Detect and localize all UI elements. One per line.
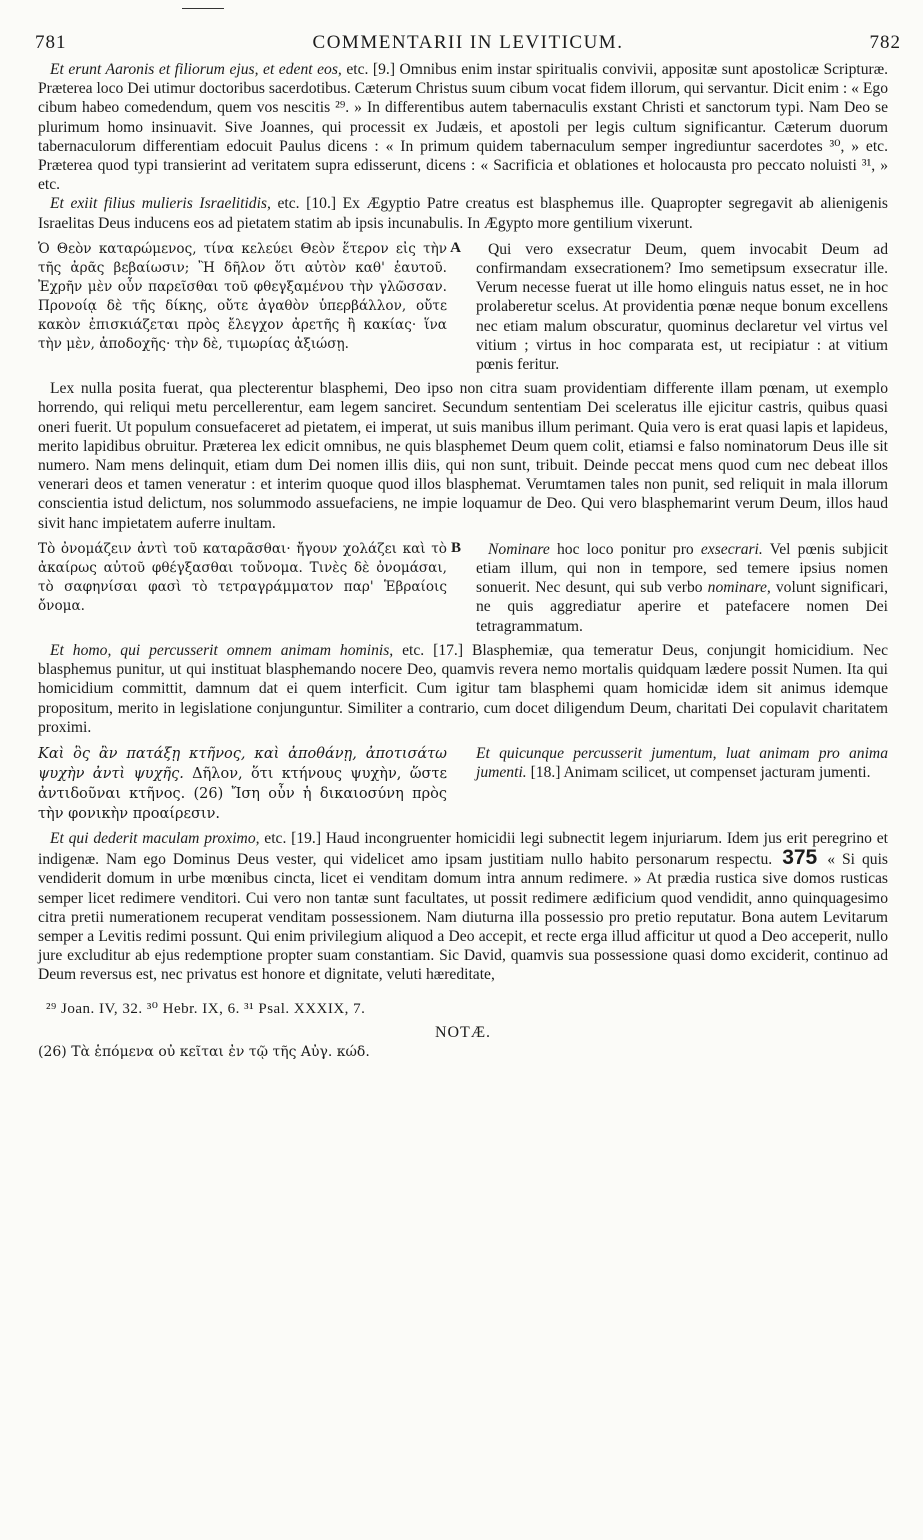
latin-text-b	[476, 540, 888, 636]
paragraph-5-text-b: « Si quis vendiderit domum in urbe mœnibus cincta, licet ei venditam domum intra annum redimere. » At prædia rustica sive domos rusticas semper licet redimere venditori. Cui vero non tantæ sunt facultates, ut possit redimere ædificium quod vendidit, anno quinquagesimo citra pretii numerationem recuperat venditam possessionem. Nam diuturna illa possessio pro pretio reputatur. Bona autem Levitarum semper a Levitis redimi possunt. Qui enim privilegium aliquod a Deo accepit, et recte erga illud afficitur ut quod a Deo acceperit, nullo jure excluditur ab ejus redemptione propter suam constantiam. Sic David, quamvis sua possessione quasi domo exciderit, continuo ad Deum reversus est, nec privatus est honore et dignitate, veluti hæreditate,	[38, 851, 888, 984]
latin-c-rest: [18.] Animam scilicet, ut compenset jacturam jumenti.	[526, 764, 871, 782]
greek-c-rest: Δῆλον, ὅτι κτήνους ψυχὴν, ὥστε ἀντιδοῦναι κτῆνος. (26) Ἴση οὖν ἡ δικαιοσύνη πρὸς τὴν φονικὴν προαίρεσιν.	[38, 765, 447, 822]
greek-column-b	[38, 540, 463, 636]
parallel-block-a	[38, 240, 888, 374]
page-header	[35, 32, 901, 58]
right-page-number: 782	[869, 32, 901, 53]
greek-text-a: Ὁ Θεὸν καταρώμενος, τίνα κελεύει Θεὸν ἕτερον εἰς τὴν τῆς ἀρᾶς βεβαίωσιν; Ἢ δῆλον ὅτι αὐτὸν καθ' ἑαυτοῦ. Ἐχρῆν μὲν οὖν παρεῖσθαι τοῦ φθεγξαμένου τὴν γλῶσσαν. Προνοίᾳ δὲ τῆς δίκης, οὔτε ἀγαθὸν ὑπερβάλλον, οὔτε κακὸν ἐπισκιάζεται πρὸς ἔλεγχον ἀρετῆς ἢ κακίας· ἵνα τὴν μὲν, ἀποδοχῆς· τὴν δὲ, τιμωρίας ἀξιώσῃ.	[38, 240, 447, 352]
greek-text-c	[38, 744, 447, 824]
latin-b-text-2: Vel pœnis subjicit etiam illum, qui non in tempore, sed temere ipsius nomen sonuerit. Nec desunt, qui sub verbo	[476, 540, 888, 597]
latin-c-italic: Et quicunque percusserit jumentum, luat animam pro anima jumenti.	[476, 744, 888, 782]
lemma-2: Et exiit filius mulieris Israelitidis,	[50, 195, 271, 213]
paragraph-4	[38, 641, 888, 737]
paragraph-1	[38, 60, 888, 194]
lemma-1: Et erunt Aaronis et filiorum ejus, et edent eos,	[50, 61, 342, 78]
top-rule	[182, 8, 224, 9]
lemma-4: Et homo, qui percusserit omnem animam hominis,	[50, 641, 394, 659]
paragraph-5	[38, 829, 888, 985]
latin-b-italic-1: Nominare	[488, 540, 550, 558]
left-page-number: 781	[35, 32, 67, 53]
notae-heading: NOTÆ.	[434, 1023, 492, 1041]
marker-a: A	[450, 239, 461, 256]
paragraph-4-text: etc. [17.] Blasphemiæ, qua temeratur Deus, conjungit homicidium. Nec blasphemus punitur, ut qui instituat blasphemando nocere Deo, quamvis revera nemo mortalis quidquam lædere possit Numen. Ita qui homicidium committit, damnum dat ei quem interficit. Cum igitur tam blasphemi quam homicidæ idem sit animus idemque propositum, merito in legislatione conjunguntur. Similiter a contrario, cum docet diligendum Deum, charitati Dei copulavit charitatem proximi.	[38, 641, 888, 736]
greek-column-a	[38, 240, 463, 374]
parallel-block-b	[38, 540, 888, 636]
paragraph-5-text-a: etc. [19.] Haud incongruenter homicidii legi subnectit legem injuriarum. Idem jus erit peregrino et indigenæ. Nam ego Dominus Deus vester, qui videlicet amo ipsam justitiam nullo habito personarum respectu.	[38, 829, 888, 869]
greek-column-c	[38, 744, 463, 824]
paragraph-1-text: etc. [9.] Omnibus enim instar spiritualis convivii, appositæ sunt apostolicæ Scripturæ. Præterea loco Dei utimur doctoribus sacerdotibus. Cæterum Christus suum cibum vocat fidem illorum, qui servantur. Dicit enim : « Ego cibum habeo comedendum, quem vos nescitis ²⁹. » In differentibus autem tabernaculis exstant Christi et sanctorum typi. Nam Deo se plurimum homo insinuavit. Sive Joannes, qui processit ex Judæis, et apostoli per legis cultum significantur. Cæterum duorum tabernaculorum differentiam edocuit Paulus dicens : « In primum quidem tabernaculum semper ingrediuntur sacerdotes ³⁰, » etc. Præterea quod typi transierint ad veritatem supra edisserunt, dicens : « Sacrificia et oblationes et holocausta pro peccato noluisti ³¹, » etc.	[38, 61, 889, 194]
latin-column-a	[476, 240, 888, 374]
latin-b-italic-2: exsecrari.	[700, 540, 763, 558]
note-26: (26) Τὰ ἑπόμενα οὐ κεῖται ἐν τῷ τῆς Αὐγ. κώδ.	[38, 1043, 370, 1060]
greek-text-b: Τὸ ὀνομάζειν ἀντὶ τοῦ καταρᾶσθαι· ἤγουν χολάζει καὶ τὸ ἀκαίρως αὐτοῦ φθέγξασθαι τοὔνομα. Τινὲς δὲ ὀνομάσαι, τὸ σαφηνίσαι φασὶ τὸ τετραγράμματον παρ' Ἑβραίοις ὄνομα.	[38, 540, 447, 614]
marker-b: B	[450, 539, 461, 556]
latin-text-c	[476, 744, 888, 782]
column-page-number: 375	[782, 846, 818, 870]
paragraph-2-text: etc. [10.] Ex Ægyptio Patre creatus est blasphemus ille. Quapropter segregavit ab alienigenis Israelitas Deus inducens eos ad pietatem statim ab ipsis incunabulis. In Ægypto more gentilium vixerunt.	[38, 195, 889, 232]
lemma-5: Et qui dederit maculam proximo,	[50, 829, 260, 847]
page-body	[38, 60, 888, 1060]
greek-c-italic: Καὶ ὃς ἂν πατάξῃ κτῆνος, καὶ ἀποθάνῃ, ἀποτισάτω ψυχὴν ἀντὶ ψυχῆς.	[38, 745, 447, 782]
latin-column-c	[476, 744, 888, 824]
latin-b-text-1: hoc loco ponitur pro	[549, 540, 701, 558]
latin-column-b	[476, 540, 888, 636]
latin-text-a: Qui vero exsecratur Deum, quem invocabit Deum ad confirmandam exsecrationem? Imo semetipsum exsecratur ille. Verum necesse fuerat ut ille homo elinguis natus esset, ne in hoc prolaberetur scelus. At providentia pœnæ neque bonum excellens nec etiam malum obscuratur, quominus declaretur vel virtus vel vitium ; virtus in hoc comparata est, ut recipiatur : at vitium pœnis feritur.	[476, 240, 888, 374]
latin-b-text-3: volunt significari, ne quis aggrediatur aperire et patefacere nomen Dei tetragrammatum.	[476, 579, 888, 635]
parallel-block-c	[38, 744, 888, 824]
footnotes: ²⁹ Joan. IV, 32. ³⁰ Hebr. IX, 6. ³¹ Psal. XXXIX, 7.	[46, 1000, 366, 1017]
paragraph-2	[38, 194, 888, 232]
latin-b-italic-3: nominare,	[707, 579, 771, 597]
running-title: COMMENTARII IN LEVITICUM.	[312, 32, 624, 53]
paragraph-3: Lex nulla posita fuerat, qua plecterentur blasphemi, Deo ipso non citra suam providentiam differente illam pœnam, ut exemplo horrendo, qui reliqui metu percellerentur, eam legem sanciret. Secundum sententiam Dei sceleratus ille ejicitur castris, quibus quasi oneri fuerit. Ut populum consuefaceret ad pietatem, ei imperat, ut suis manibus illum perimant. Quia vero is erat quasi lapis et lapideus, merito lapidibus obruitur. Præterea lex edicit omnibus, ne quis blasphemet Deum quem colit, etiamsi e falso nominatorum Deus ille sit numero. Nam mens delinquit, etiam dum Dei nomen illis diis, qui non sunt, tribuit. Deinde peccat mens quod cum nec debeat illos venerari deos et tamen veneratur : et interim quoque quod illos blasphemat. Verumtamen tales non punit, sed reliquit in mala illorum conscientia istud delictum, nos solummodo assuefaciens, ne impie loquamur de Deo. Qui vero blasphemarint verum Deum, illos haud sivit hanc impietatem auferre inultam.	[38, 380, 888, 532]
